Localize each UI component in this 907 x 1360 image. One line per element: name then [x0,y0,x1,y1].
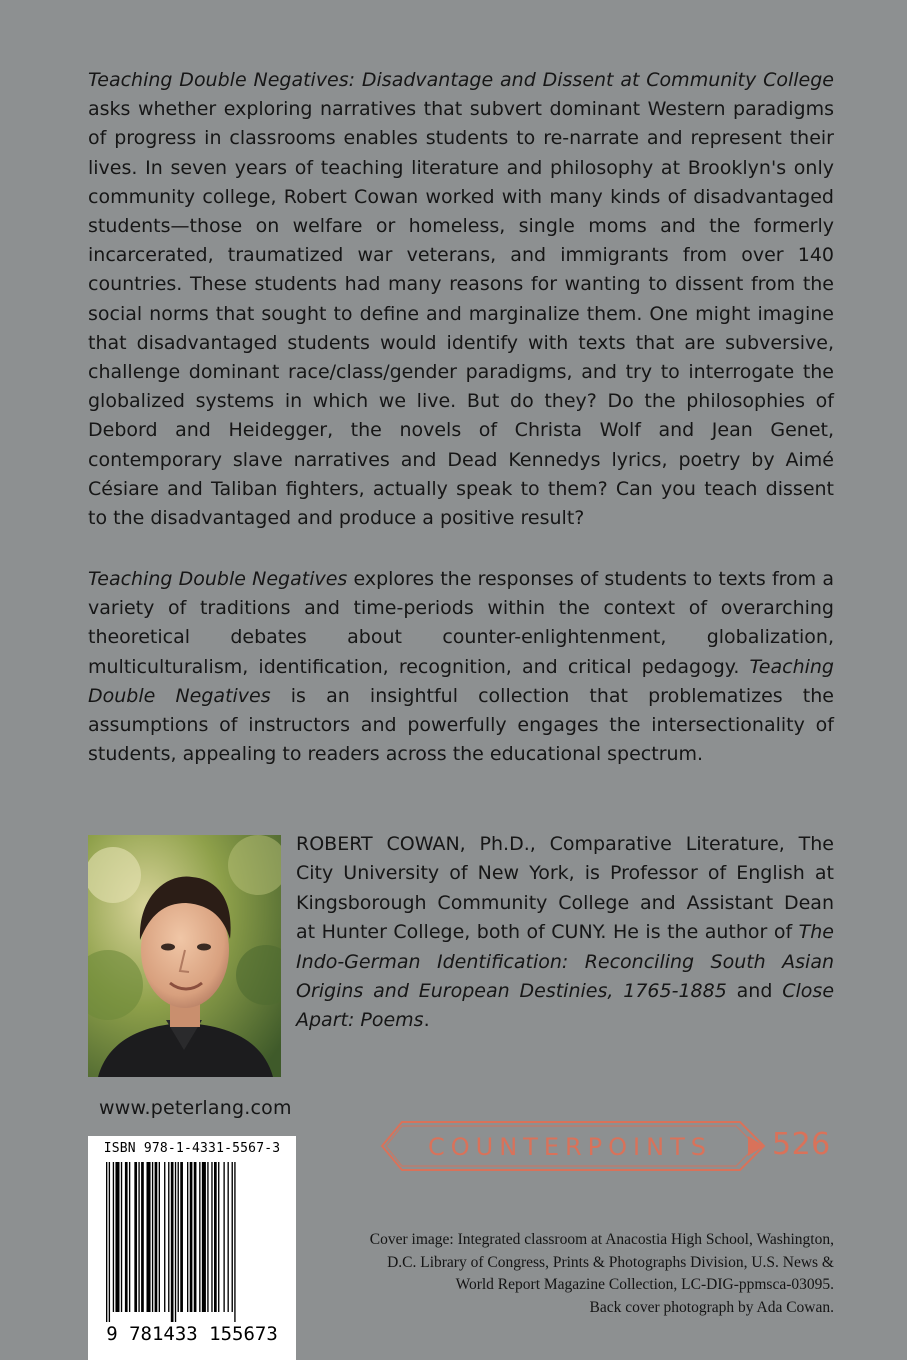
barcode-bar [109,1162,110,1322]
barcode-bar [214,1162,217,1312]
barcode-bars [100,1162,284,1348]
description-paragraph-1 [88,66,834,533]
barcode-bar [232,1162,233,1312]
barcode-bar [155,1162,158,1312]
credit-line: Back cover photograph by Ada Cowan. [589,1298,834,1316]
book-title-italic: Teaching Double Negatives: Disadvantage and Dissent at Community College [88,69,834,91]
credit-line: World Report Magazine Collection, LC-DIG-ppmsca-03095. [455,1276,834,1294]
series-number: 526 [772,1127,831,1162]
barcode-bar [121,1162,122,1312]
isbn-barcode [88,1136,296,1360]
barcode-bar [141,1162,144,1312]
barcode-bar [199,1162,200,1312]
description-text: asks whether exploring narratives that subvert dominant Western paradigms of progress in classrooms enables students to re-narrate and represent their lives. In seven years of teaching literature and philosophy at Brooklyn's only community college, Robert Cowan worked with many kinds of disadvantaged students—those on welfare or homeless, single moms and the formerly incarcerated, traumatized war veterans, and immigrants from over 140 countries. These students had many reasons for wanting to dissent from the social norms that sought to define and marginalize them. One might imagine that disadvantaged students would identify with texts that are subversive, challenge dominant race/class/gender paradigms, and try to interrogate the globalized systems in which we live. But do they? Do the philosophies of Debord and Heidegger, the novels of Christa Wolf and Jean Genet, contemporary slave narratives and Dead Kennedys lyrics, poetry by Aimé Césiare and Taliban fighters, actually speak to them? Can you teach dissent to the disadvantaged and produce a positive result? [88,98,834,530]
author-bio [296,830,834,1036]
credit-line: D.C. Library of Congress, Prints & Photographs Division, U.S. News & [387,1253,834,1271]
publisher-website[interactable]: www.peterlang.com [99,1097,292,1119]
author-photo [88,835,281,1077]
description-text: explores the responses of students to texts from a variety of traditions and time-periods within the context of overarching theoretical debates about counter-enlightenment, globalization, multiculturalism, identification, recognition, and critical pedagogy. [88,568,834,678]
barcode-bar [138,1162,139,1312]
series-logo [380,1120,835,1172]
barcode-bar [106,1162,107,1322]
barcode-bar [168,1162,169,1312]
barcode-bar [147,1162,151,1312]
barcode-bar [113,1162,114,1312]
author-portrait-image [88,835,281,1077]
description-text: is an insightful collection that problematizes the assumptions of instructors and powerfully engages the intersectionality of students, appealing to readers across the educational spectrum. [88,684,834,766]
credit-line: Cover image: Integrated classroom at Anacostia High School, Washington, [369,1231,834,1248]
barcode-digits: 9 781433 155673 [106,1323,278,1345]
barcode-bar [223,1162,224,1312]
barcode-bar [129,1162,130,1312]
barcode-bar [159,1162,160,1312]
barcode-bar [164,1162,165,1312]
isbn-label: ISBN 978-1-4331-5567-3 [103,1141,281,1156]
barcode-bar [190,1162,193,1312]
barcode-bar [175,1162,176,1322]
barcode-bar [194,1162,197,1312]
barcode-bar [171,1162,174,1322]
barcode-bar [180,1162,183,1312]
series-name: COUNTERPOINTS [428,1133,712,1161]
barcode-bar [115,1162,119,1312]
barcode-bar [187,1162,188,1312]
book-title-italic: The Indo-German Identification: Reconciling South Asian Origins and European Destinies, 1765-1885 [296,921,834,1003]
book-title-italic: Teaching Double Negatives [88,568,348,590]
bio-text: . [423,1009,430,1032]
barcode-bar [228,1162,229,1312]
barcode-bar [125,1162,128,1312]
bio-text: ROBERT COWAN, Ph.D., Comparative Literature, The City University of New York, is Professor of English at Kingsborough Community College and Assistant Dean at Hunter College, both of CUNY. He is the author of [296,833,834,944]
barcode-bar [178,1162,179,1312]
barcode-bar [152,1162,153,1312]
bio-text: and [726,980,783,1003]
cover-credits [314,1229,834,1319]
barcode-bar [207,1162,208,1312]
barcode-bar [134,1162,137,1312]
barcode-bar [234,1162,235,1322]
book-title-italic: Teaching Double Negatives [88,655,834,707]
barcode-bar [202,1162,206,1312]
barcode-bar [211,1162,212,1312]
barcode-bar [218,1162,219,1312]
book-title-italic: Close Apart: Poems [296,980,835,1032]
description-paragraph-2 [88,565,834,769]
